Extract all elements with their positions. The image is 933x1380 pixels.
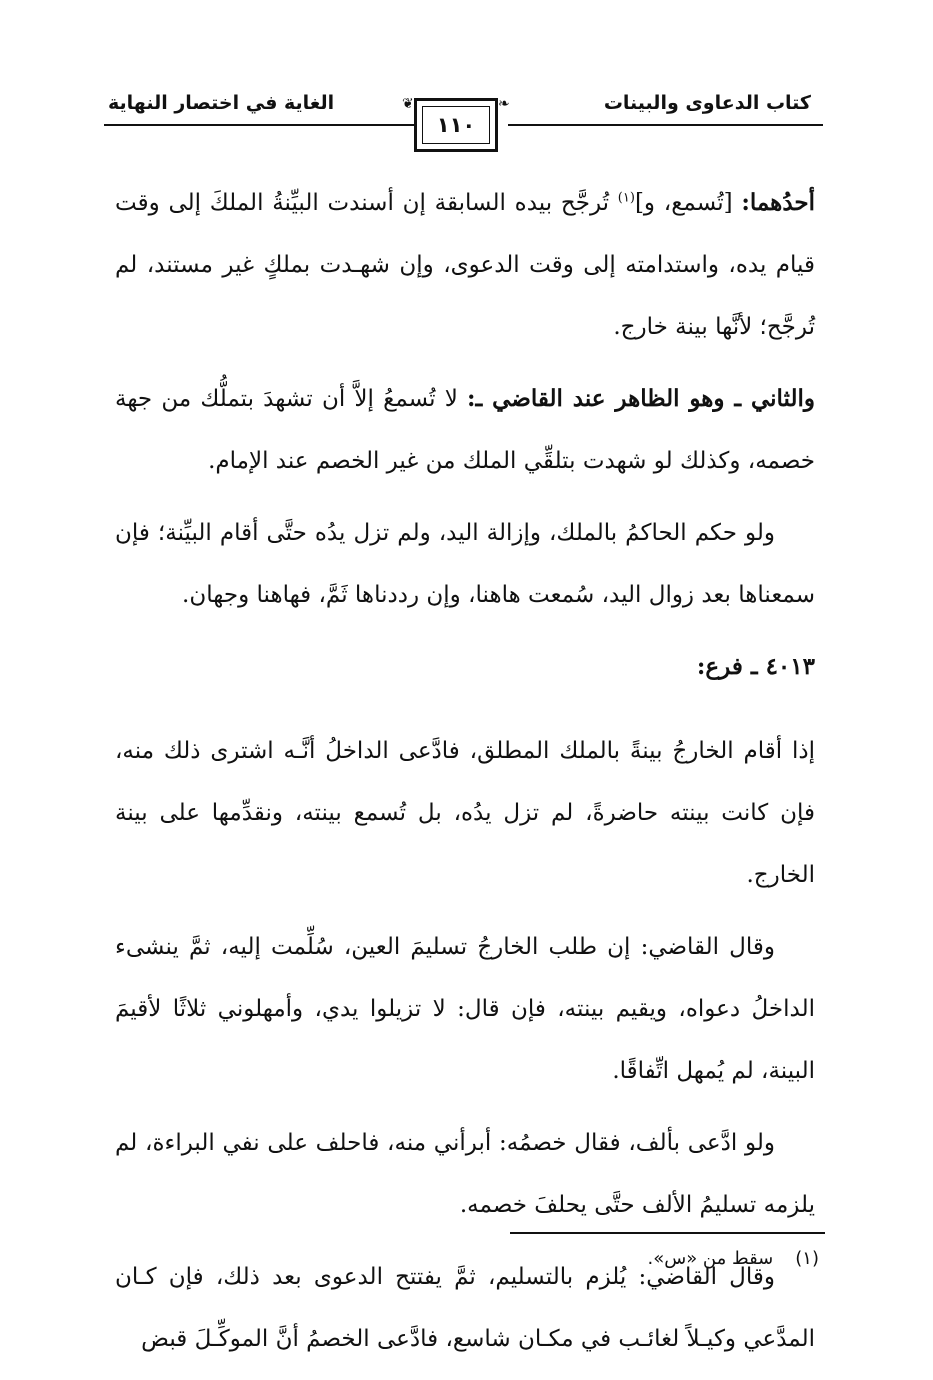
paragraph-1 xyxy=(115,172,815,358)
paragraph-text: لا تُسمعُ إلاَّ أن تشهدَ بتملُّك من جهة خصمه، وكذلك لو شهدت بتلقِّي الملك من غير الخصم عند الإمام. xyxy=(115,386,815,474)
header-rule-right xyxy=(508,124,823,126)
footnote-reference[interactable]: (١) xyxy=(617,190,635,206)
paragraph-4: إذا أقام الخارجُ بينةً بالملك المطلق، فادَّعى الداخلُ أنَّـه اشترى ذلك منه، فإن كانت بينته حاضرةً، لم تزل يدُه، بل تُسمع بينته، ونقدِّمها على بينة الخارج. xyxy=(115,738,815,888)
paragraph-text: [تُسمع، و] xyxy=(634,190,742,216)
folio-ornament-icon: ❦ xyxy=(402,96,414,112)
page-number-frame xyxy=(414,98,498,152)
paragraph-3: ولو حكم الحاكمُ بالملك، وإزالة اليد، ولم تزل يدُه حتَّى أقام البيِّنة؛ فإن سمعناها بعد زوال اليد، سُمعت هاهنا، وإن رددناها ثَمَّ، فهاهنا وجهان. xyxy=(115,520,815,608)
book-title: الغاية في اختصار النهاية xyxy=(108,92,335,114)
paragraph-lead: والثاني ـ وهو الظاهر عند القاضي ـ: xyxy=(467,385,815,412)
footnote-number: (١) xyxy=(795,1248,819,1269)
chapter-title: كتاب الدعاوى والبينات xyxy=(603,92,811,114)
footnote xyxy=(647,1248,819,1269)
footnote-rule xyxy=(510,1232,825,1234)
main-text xyxy=(115,172,815,1380)
header-rule-left xyxy=(104,124,419,126)
page-number: ١١٠ xyxy=(436,113,476,137)
paragraph-7: وقال القاضي: يُلزم بالتسليم، ثمَّ يفتتح الدعوى بعد ذلك، فإن كـان المدَّعي وكيـلاً لغائـب في مكـان شاسع، فادَّعى الخصمُ أنَّ الموكِّـلَ قبض xyxy=(115,1264,815,1352)
paragraph-lead: أحدُهما: xyxy=(741,189,815,216)
footnote-text: سقط من «س». xyxy=(647,1248,774,1269)
folio-ornament-icon: ❧ xyxy=(498,96,510,112)
paragraph-5: وقال القاضي: إن طلب الخارجُ تسليمَ العين، سُلِّمت إليه، ثمَّ ينشىء الداخلُ دعواه، ويقيم بينته، فإن قال: لا تزيلوا يدي، وأمهلوني ثلاثًا لأقيمَ البينة، لم يُمهل اتِّفاقًا. xyxy=(115,934,815,1084)
paragraph-2 xyxy=(115,368,815,492)
section-heading: ٤٠١٣ ـ فرع: xyxy=(696,653,815,680)
paragraph-text: تُرجَّح بيده السابقة إن أسندت البيِّنةُ الملكَ إلى وقت قيام يده، واستدامته إلى وقت الدعوى، وإن شهـدت بملكٍ غير مستند، لم تُرجَّح؛ لأنَّها بينة خارج. xyxy=(115,190,815,340)
paragraph-6: ولو ادَّعى بألف، فقال خصمُه: أبرأني منه، فاحلف على نفي البراءة، لم يلزمه تسليمُ الألف حتَّى يحلفَ خصمه. xyxy=(115,1130,815,1218)
